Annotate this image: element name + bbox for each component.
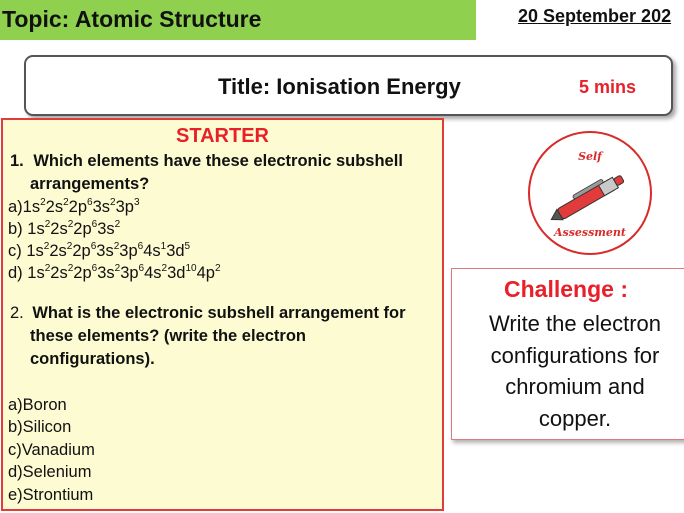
question-2-line-2: these elements? (write the electron (30, 327, 306, 345)
self-assessment-top-text: Self (578, 150, 602, 163)
element-item: e)Strontium (8, 486, 94, 504)
subshell: 4s (143, 242, 161, 260)
subshell: 2p (73, 220, 92, 238)
option-label: b) (8, 220, 28, 238)
electron-count: 2 (113, 241, 120, 252)
subshell: 2s (49, 242, 67, 260)
topic-bar (0, 0, 476, 40)
subshell: 3d (167, 264, 186, 282)
question-2-line-1 (10, 304, 406, 323)
subshell: 3s (97, 220, 115, 238)
electron-count: 2 (67, 219, 74, 230)
self-assessment-badge (528, 131, 652, 255)
electron-count: 2 (161, 263, 168, 274)
subshell: 2s (50, 220, 68, 238)
subshell: 3s (92, 198, 111, 216)
subshell: 4p (196, 264, 215, 282)
subshell: 1s (22, 198, 41, 216)
question-2-number: 2. (10, 304, 24, 322)
electron-count: 2 (43, 241, 50, 252)
starter-panel (1, 118, 444, 511)
electron-count: 6 (87, 197, 93, 208)
element-item: d)Selenium (8, 463, 92, 481)
subshell: 2p (72, 242, 91, 260)
electron-count: 6 (90, 241, 97, 252)
subshell: 2p (68, 198, 88, 216)
challenge-heading: Challenge : (504, 276, 628, 302)
lesson-title: Title: Ionisation Energy (218, 74, 461, 99)
subshell: 3s (97, 264, 115, 282)
subshell: 1s (27, 264, 45, 282)
time-label: 5 mins (579, 77, 637, 97)
electron-count: 2 (67, 263, 74, 274)
electron-count: 6 (137, 241, 144, 252)
option-label: d) (8, 264, 28, 282)
electron-count: 6 (138, 263, 145, 274)
subshell: 2s (50, 264, 68, 282)
topic-title: Topic: Atomic Structure (2, 6, 262, 32)
question-1-text: Which elements have these electronic subshell (33, 152, 403, 170)
electron-count: 2 (44, 263, 51, 274)
electron-count: 2 (114, 219, 121, 230)
element-item: b)Silicon (8, 418, 72, 436)
electron-count: 3 (133, 197, 140, 208)
question-2-line-3: configurations). (30, 350, 155, 368)
pen-icon (545, 168, 639, 224)
challenge-line: copper. (538, 405, 612, 431)
element-item: c)Vanadium (8, 441, 95, 459)
subshell: 1s (26, 242, 44, 260)
electron-count: 2 (114, 263, 121, 274)
title-box (24, 55, 673, 116)
electron-count: 2 (44, 219, 51, 230)
subshell: 3d (166, 242, 185, 260)
subshell: 4s (144, 264, 162, 282)
question-1-number: 1. (10, 152, 24, 170)
config-option (8, 242, 190, 261)
challenge-line: chromium and (505, 374, 645, 399)
config-option (8, 220, 120, 239)
option-label: a) (8, 198, 23, 216)
starter-heading: STARTER (176, 125, 269, 147)
subshell: 3p (115, 198, 134, 216)
subshell: 1s (27, 220, 45, 238)
subshell: 2s (45, 198, 64, 216)
question-1-line-2: arrangements? (30, 175, 150, 193)
electron-count: 6 (91, 263, 98, 274)
challenge-box (451, 268, 684, 440)
electron-count: 2 (63, 197, 69, 208)
element-item: a)Boron (8, 396, 67, 414)
config-option (8, 198, 140, 217)
electron-count: 1 (160, 241, 167, 252)
subshell: 3s (96, 242, 114, 260)
option-label: c) (8, 242, 27, 260)
challenge-line: Write the electron (488, 311, 661, 336)
electron-count: 2 (214, 263, 221, 274)
challenge-line: configurations for (490, 342, 660, 368)
subshell: 3p (119, 242, 138, 260)
challenge-text (452, 308, 684, 434)
subshell: 2p (73, 264, 92, 282)
question-1-line-1 (10, 152, 403, 171)
electron-count: 6 (91, 219, 98, 230)
subshell: 3p (120, 264, 139, 282)
question-2-text: What is the electronic subshell arrangement for (32, 304, 406, 322)
electron-count: 2 (40, 197, 46, 208)
electron-count: 2 (110, 197, 116, 208)
config-option (8, 264, 221, 283)
date-label: 20 September 202 (518, 6, 672, 26)
electron-count: 2 (66, 241, 73, 252)
electron-count: 10 (185, 263, 197, 274)
self-assessment-bottom-text: Assessment (553, 226, 627, 239)
electron-count: 5 (184, 241, 191, 252)
